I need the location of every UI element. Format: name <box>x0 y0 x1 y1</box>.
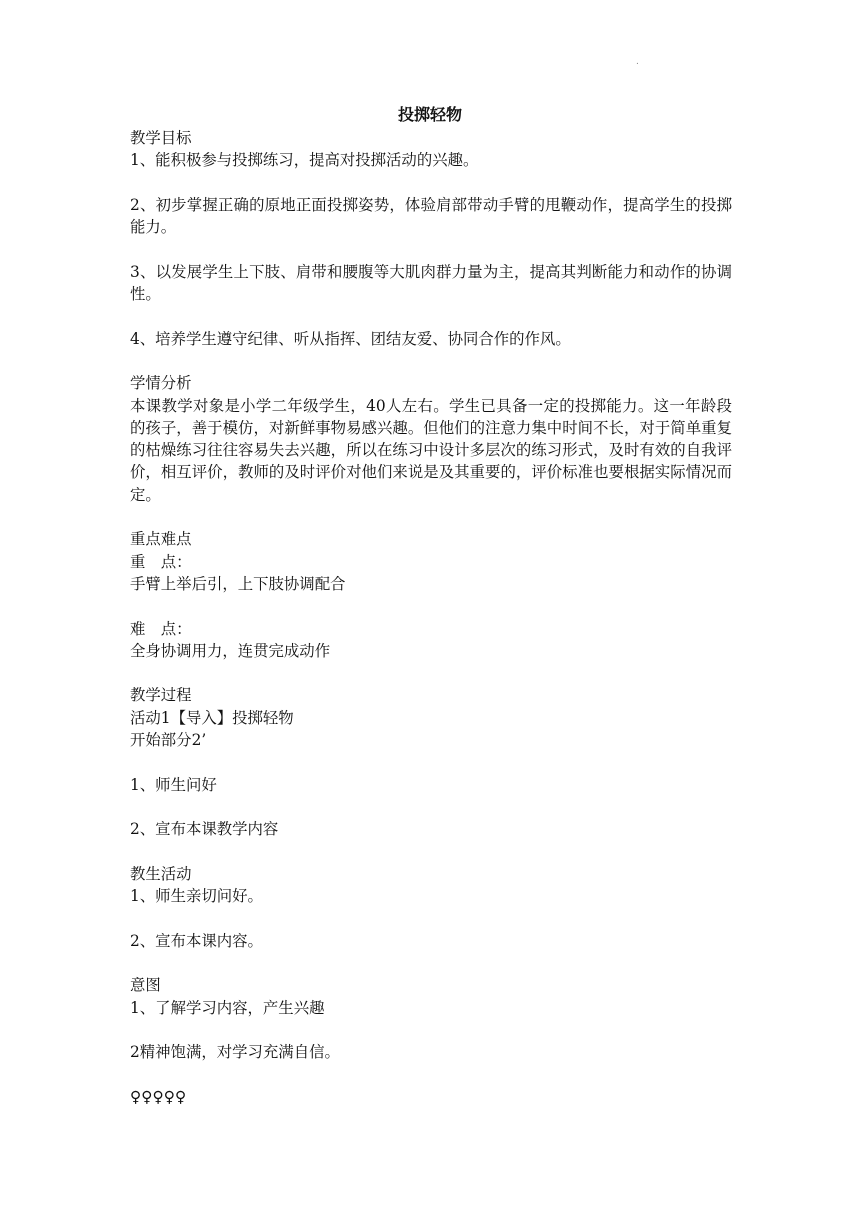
key-point-text: 手臂上举后引，上下肢协调配合 <box>130 574 346 593</box>
goal-item-3: 3、以发展学生上下肢、肩带和腰腹等大肌肉群力量为主，提高其判断能力和动作的协调性。 <box>130 262 732 304</box>
key-points-heading: 重点难点 <box>130 530 192 549</box>
difficult-point-label: 难 点： <box>130 619 192 638</box>
document-body <box>130 127 732 1108</box>
corner-mark: . <box>636 57 639 67</box>
activity-item-1: 1、师生亲切问好。 <box>130 887 263 906</box>
process-step-1: 1、师生问好 <box>130 775 217 794</box>
analysis-text: 本课教学对象是小学二年级学生，40人左右。学生已具备一定的投掷能力。这一年龄段的孩子，善于模仿，对新鲜事物易感兴趣。但他们的注意力集中时间不长，对于简单重复的枯燥练习往往容易失去兴趣，所以在练习中设计多层次的练习形式，及时有效的自我评价，相互评价，教师的及时评价对他们来说是及其重要的，评价标准也要根据实际情况而定。 <box>130 396 732 504</box>
activity-title: 活动1【导入】投掷轻物 <box>130 708 294 727</box>
goal-item-2: 2、初步掌握正确的原地正面投掷姿势，体验肩部带动手臂的甩鞭动作，提高学生的投掷能力。 <box>130 195 732 237</box>
intent-item-1: 1、了解学习内容，产生兴趣 <box>130 998 325 1017</box>
analysis-heading: 学情分析 <box>130 374 192 393</box>
page-title: 投掷轻物 <box>397 105 462 124</box>
start-part: 开始部分2’ <box>130 731 207 750</box>
process-step-2: 2、宣布本课教学内容 <box>130 820 279 839</box>
key-point-label: 重 点： <box>130 552 192 571</box>
goal-item-4: 4、培养学生遵守纪律、听从指挥、团结友爱、协同合作的作风。 <box>130 329 571 348</box>
activity-item-2: 2、宣布本课内容。 <box>130 931 263 950</box>
process-heading: 教学过程 <box>130 686 192 705</box>
intent-item-2: 2精神饱满，对学习充满自信。 <box>130 1043 340 1062</box>
activities-heading: 教生活动 <box>130 864 192 883</box>
difficult-point-text: 全身协调用力，连贯完成动作 <box>130 641 331 660</box>
goal-item-1: 1、能积极参与投掷练习，提高对投掷活动的兴趣。 <box>130 151 479 170</box>
formation-symbols: ♀♀♀♀♀ <box>130 1087 187 1106</box>
goals-heading: 教学目标 <box>130 129 192 147</box>
intent-heading: 意图 <box>130 976 161 995</box>
